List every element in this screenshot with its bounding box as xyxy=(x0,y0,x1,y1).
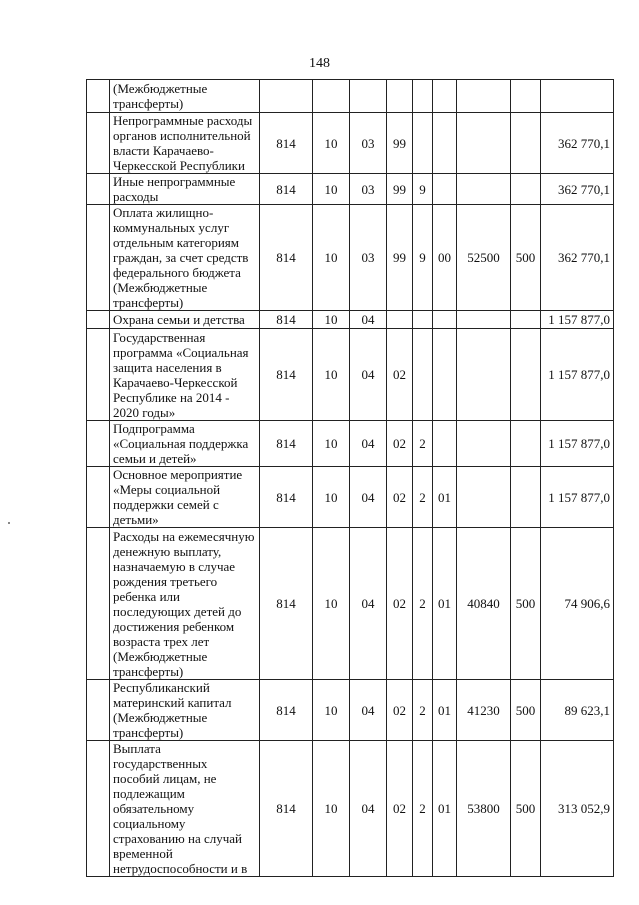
col-pr: 04 xyxy=(350,680,387,741)
col-pr: 04 xyxy=(350,467,387,528)
col-rz: 10 xyxy=(313,113,350,174)
col-ved: 814 xyxy=(260,311,313,329)
page-number: 148 xyxy=(309,56,330,71)
col-direction: 53800 xyxy=(457,741,511,877)
margin-mark xyxy=(8,522,10,524)
col-ved: 814 xyxy=(260,528,313,680)
col-program: 02 xyxy=(387,467,413,528)
col-rz: 10 xyxy=(313,205,350,311)
col-expense-type xyxy=(511,113,541,174)
col-rz: 10 xyxy=(313,174,350,205)
col-program: 02 xyxy=(387,421,413,467)
col-subprogram: 9 xyxy=(413,205,433,311)
col-expense-type xyxy=(511,329,541,421)
col-program xyxy=(387,80,413,113)
col-event: 01 xyxy=(433,528,457,680)
col-program: 02 xyxy=(387,741,413,877)
col-pr: 04 xyxy=(350,528,387,680)
row-index-cell xyxy=(87,741,110,877)
row-index-cell xyxy=(87,329,110,421)
row-index-cell xyxy=(87,205,110,311)
col-amount: 362 770,1 xyxy=(541,174,614,205)
table-row xyxy=(87,205,614,311)
col-direction xyxy=(457,80,511,113)
col-event: 01 xyxy=(433,741,457,877)
col-program: 99 xyxy=(387,113,413,174)
col-direction xyxy=(457,311,511,329)
col-expense-type xyxy=(511,311,541,329)
col-rz: 10 xyxy=(313,467,350,528)
col-rz xyxy=(313,80,350,113)
table-row xyxy=(87,174,614,205)
table-row xyxy=(87,467,614,528)
table-row xyxy=(87,528,614,680)
col-rz: 10 xyxy=(313,741,350,877)
row-index-cell xyxy=(87,528,110,680)
col-pr: 04 xyxy=(350,329,387,421)
col-event xyxy=(433,174,457,205)
col-pr: 04 xyxy=(350,311,387,329)
col-event: 00 xyxy=(433,205,457,311)
col-name: Выплата государственных пособий лицам, не подлежащим обязательному социальному страхованию на случай временной нетрудоспособности и в xyxy=(110,741,260,877)
col-ved: 814 xyxy=(260,205,313,311)
col-expense-type: 500 xyxy=(511,205,541,311)
row-index-cell xyxy=(87,467,110,528)
row-index-cell xyxy=(87,80,110,113)
col-expense-type: 500 xyxy=(511,741,541,877)
col-amount: 362 770,1 xyxy=(541,113,614,174)
col-amount: 1 157 877,0 xyxy=(541,329,614,421)
col-amount: 1 157 877,0 xyxy=(541,467,614,528)
col-rz: 10 xyxy=(313,329,350,421)
col-event xyxy=(433,113,457,174)
col-subprogram: 2 xyxy=(413,467,433,528)
col-program: 99 xyxy=(387,205,413,311)
col-pr: 03 xyxy=(350,174,387,205)
col-name: Республиканский материнский капитал (Межбюджетные трансферты) xyxy=(110,680,260,741)
col-subprogram xyxy=(413,113,433,174)
row-index-cell xyxy=(87,113,110,174)
table-row xyxy=(87,741,614,877)
row-index-cell xyxy=(87,174,110,205)
col-ved: 814 xyxy=(260,467,313,528)
col-ved: 814 xyxy=(260,113,313,174)
col-subprogram: 2 xyxy=(413,528,433,680)
table-row xyxy=(87,80,614,113)
col-direction xyxy=(457,421,511,467)
col-name: Иные непрограммные расходы xyxy=(110,174,260,205)
col-event xyxy=(433,311,457,329)
col-name: Основное мероприятие «Меры социальной поддержки семей с детьми» xyxy=(110,467,260,528)
col-direction: 40840 xyxy=(457,528,511,680)
table-row xyxy=(87,329,614,421)
col-pr: 03 xyxy=(350,113,387,174)
col-rz: 10 xyxy=(313,311,350,329)
col-pr xyxy=(350,80,387,113)
col-name: (Межбюджетные трансферты) xyxy=(110,80,260,113)
table-row xyxy=(87,311,614,329)
col-amount xyxy=(541,80,614,113)
col-expense-type xyxy=(511,80,541,113)
row-index-cell xyxy=(87,421,110,467)
col-name: Государственная программа «Социальная защита населения в Карачаево-Черкесской Республике на 2014 - 2020 годы» xyxy=(110,329,260,421)
col-rz: 10 xyxy=(313,528,350,680)
col-name: Охрана семьи и детства xyxy=(110,311,260,329)
col-subprogram: 2 xyxy=(413,421,433,467)
col-ved: 814 xyxy=(260,329,313,421)
col-direction xyxy=(457,467,511,528)
col-expense-type: 500 xyxy=(511,528,541,680)
col-amount: 74 906,6 xyxy=(541,528,614,680)
col-rz: 10 xyxy=(313,421,350,467)
table-row xyxy=(87,113,614,174)
col-program: 99 xyxy=(387,174,413,205)
col-ved: 814 xyxy=(260,680,313,741)
row-index-cell xyxy=(87,680,110,741)
col-amount: 362 770,1 xyxy=(541,205,614,311)
col-direction: 52500 xyxy=(457,205,511,311)
col-program xyxy=(387,311,413,329)
col-amount: 1 157 877,0 xyxy=(541,421,614,467)
col-direction xyxy=(457,329,511,421)
col-subprogram: 9 xyxy=(413,174,433,205)
col-expense-type xyxy=(511,421,541,467)
col-event xyxy=(433,421,457,467)
col-name: Подпрограмма «Социальная поддержка семьи и детей» xyxy=(110,421,260,467)
col-subprogram: 2 xyxy=(413,680,433,741)
col-amount: 89 623,1 xyxy=(541,680,614,741)
col-program: 02 xyxy=(387,528,413,680)
col-subprogram xyxy=(413,311,433,329)
budget-table xyxy=(86,79,614,877)
col-pr: 04 xyxy=(350,741,387,877)
col-expense-type: 500 xyxy=(511,680,541,741)
col-subprogram: 2 xyxy=(413,741,433,877)
col-name: Расходы на ежемесячную денежную выплату, назначаемую в случае рождения третьего ребенка или последующих детей до достижения ребенком возраста трех лет (Межбюджетные трансферты) xyxy=(110,528,260,680)
col-subprogram xyxy=(413,80,433,113)
col-ved: 814 xyxy=(260,421,313,467)
col-subprogram xyxy=(413,329,433,421)
col-name: Оплата жилищно-коммунальных услуг отдельным категориям граждан, за счет средств федерального бюджета (Межбюджетные трансферты) xyxy=(110,205,260,311)
row-index-cell xyxy=(87,311,110,329)
col-expense-type xyxy=(511,174,541,205)
col-ved: 814 xyxy=(260,174,313,205)
col-event xyxy=(433,80,457,113)
col-direction xyxy=(457,174,511,205)
col-program: 02 xyxy=(387,680,413,741)
col-pr: 03 xyxy=(350,205,387,311)
col-event: 01 xyxy=(433,467,457,528)
col-amount: 1 157 877,0 xyxy=(541,311,614,329)
col-event xyxy=(433,329,457,421)
table-row xyxy=(87,680,614,741)
col-direction: 41230 xyxy=(457,680,511,741)
col-expense-type xyxy=(511,467,541,528)
col-amount: 313 052,9 xyxy=(541,741,614,877)
col-rz: 10 xyxy=(313,680,350,741)
col-pr: 04 xyxy=(350,421,387,467)
col-ved: 814 xyxy=(260,741,313,877)
col-direction xyxy=(457,113,511,174)
col-event: 01 xyxy=(433,680,457,741)
col-program: 02 xyxy=(387,329,413,421)
col-name: Непрограммные расходы органов исполнительной власти Карачаево-Черкесской Республики xyxy=(110,113,260,174)
table-row xyxy=(87,421,614,467)
col-ved xyxy=(260,80,313,113)
